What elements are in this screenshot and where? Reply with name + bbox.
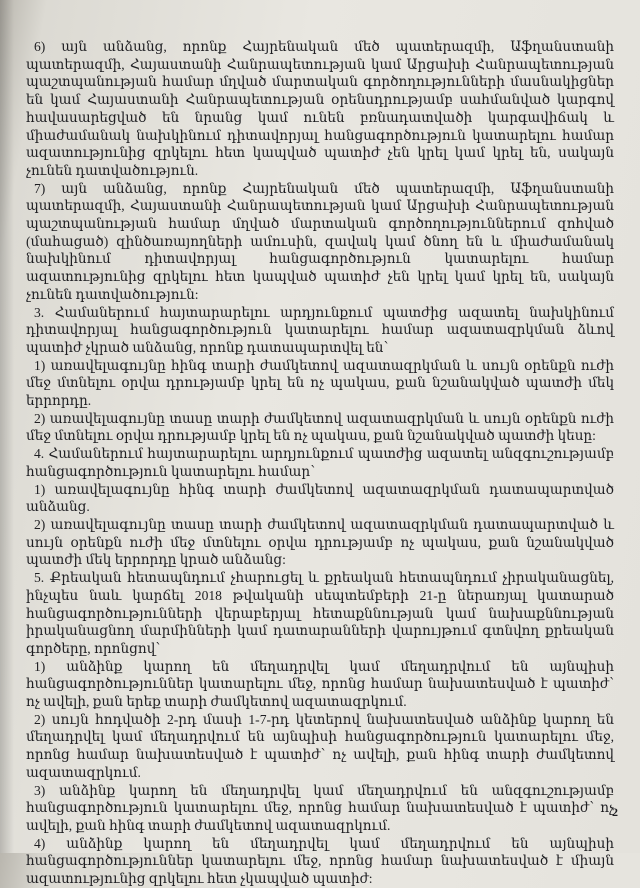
paragraph-item-7: 7) այն անձանց, որոնք Հայրենական մեծ պատերազմի, Աֆղանստանի պատերազմի, Հայաստանի Հանրապետության կամ Արցախի Հանրապետության պաշտպանության համար մղված մարտական գործողություններում զոհված (մահացած) զինծառայողների ամուսին, զավակ կամ ծնող են և միաժամանակ նախկինում դիտավորյալ հանցագործություն կատարելու համար ազատությունից զրկելու հետ կապված պատիժ չեն կրել կամ կրել են, սակայն չունեն դատվածություն: — [26, 180, 614, 302]
paragraph-4-item-1: 1) առավելագույնը հինգ տարի ժամկետով ազատազրկման դատապարտված անձանց. — [26, 481, 614, 515]
paragraph-5-item-4: 4) անձինք կարող են մեղադրվել կամ մեղադրվում են այնպիսի հանցագործություններ կատարելու մեջ, որոնց համար նախատեսված է միայն ազատությունից զրկելու հետ չկապված պատիժ: — [26, 835, 614, 887]
paragraph-3-item-2: 2) առավելագույնը տասը տարի ժամկետով ազատազրկման և սույն օրենքն ուժի մեջ մտնելու օրվա դրությամբ կրել են ոչ պակաս, քան նշանակված պատժի կեսը: — [26, 410, 614, 444]
paragraph-section-3: 3. Համաներում հայտարարելու արդյունքում պատժից ազատել նախկինում դիտավորյալ հանցագործություն կատարելու համար ազատազրկման ձևով պատիժ չկրած անձանց, որոնք դատապարտվել են՝ — [26, 304, 614, 355]
paragraph-3-item-1: 1) առավելագույնը հինգ տարի ժամկետով ազատազրկման և սույն օրենքն ուժի մեջ մտնելու օրվա դրությամբ կրել են ոչ պակաս, քան նշանակված պատժի մեկ երրորդը. — [26, 357, 614, 409]
document-body — [26, 38, 614, 888]
paragraph-section-5: 5. Քրեական հետապնդում չհարուցել և քրեական հետապնդում չիրականացնել, ինչպես նաև կարճել 2018 թվականի սեպտեմբերի 21-ը ներառյալ կատարած հանցագործությունների վերաբերյալ հետաքննության կամ նախաքննության իրականացնող մարմինների կամ դատարանների վարույթում գտնվող քրեական գործերը, որոնցով՝ — [26, 570, 614, 656]
paragraph-5-item-3: 3) անձինք կարող են մեղադրվել կամ մեղադրվում են անզգուշությամբ հանցագործություն կատարելու մեջ, որոնց համար նախատեսված է պատիժ՝ ոչ ավելի, քան հինգ տարի ժամկետով ազատազրկում. — [26, 782, 614, 833]
page-edge-shadow — [0, 0, 14, 853]
paragraph-4-item-2: 2) առավելագույնը տասը տարի ժամկետով ազատազրկման դատապարտված և սույն օրենքն ուժի մեջ մտնելու օրվա դրությամբ ոչ պակաս, քան նշանակված պատժի մեկ երրորդը կրած անձանց: — [26, 516, 614, 568]
paragraph-5-item-2: 2) սույն հոդվածի 2-րդ մասի 1-7-րդ կետերով նախատեսված անձինք կարող են մեղադրվել կամ մեղադրվում են այնպիսի հանցագործություն կատարելու մեջ, որոնց համար նախատեսված է պատիժ՝ ոչ ավելի, քան հինգ տարի ժամկետով ազատազրկում. — [26, 711, 614, 780]
paragraph-item-6: 6) այն անձանց, որոնք Հայրենական մեծ պատերազմի, Աֆղանստանի պատերազմի, Հայաստանի Հանրապետության կամ Արցախի Հանրապետության պաշտպանության համար մղված մարտական գործողությունների մասնակիցներ են կամ Հայաստանի Հանրապետության օրենսդրությամբ սահմանված կարգով հավասարեցված են նրանց կամ ունեն բռնադատվածի կարգավիճակ և միաժամանակ նախկինում դիտավորյալ հանցագործություն կատարելու համար ազատությունից զրկելու հետ կապված պատիժ չեն կրել կամ կրել են, սակայն չունեն դատվածություն. — [26, 39, 614, 178]
paragraph-5-item-1: 1) անձինք կարող են մեղադրվել կամ մեղադրվում են այնպիսի հանցագործություններ կատարելու մեջ, որոնց համար նախատեսված է պատիժ՝ ոչ ավելի, քան երեք տարի ժամկետով ազատազրկում. — [26, 658, 614, 710]
paragraph-section-4: 4. Համաներում հայտարարելու արդյունքում պատժից ազատել անզգուշությամբ հանցագործություն կատարելու համար՝ — [26, 446, 614, 479]
page-number: 2 — [612, 805, 618, 819]
